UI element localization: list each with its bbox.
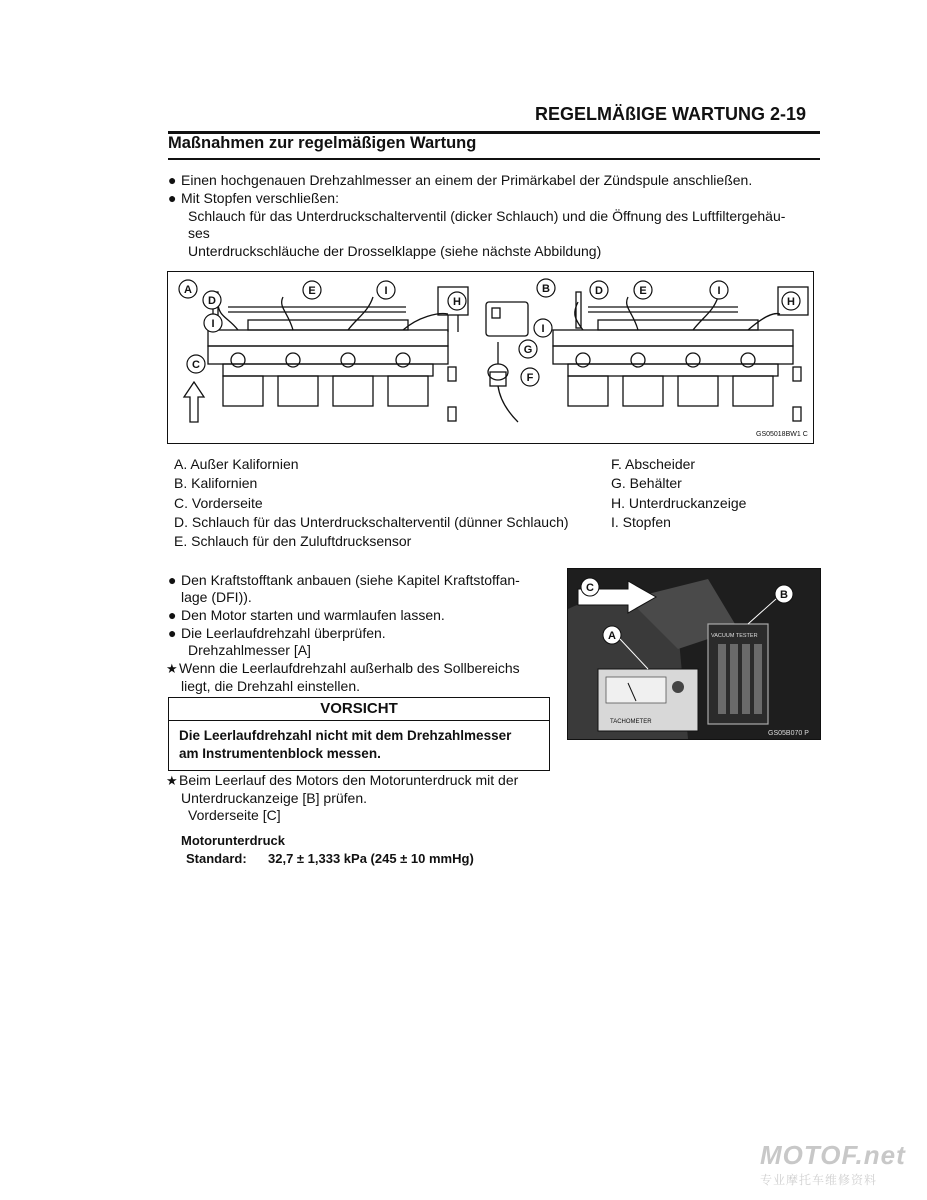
star-item: ★Wenn die Leerlaufdrehzahl außerhalb des Sollbereichs [166,660,520,676]
watermark-tagline: 专业摩托车维修资料 [760,1173,878,1187]
photo-label-b: B [780,589,788,601]
page-header-title: REGELMÄßIGE WARTUNG 2-19 [535,104,807,124]
bullet-subtext: Schlauch für das Unterdruckschalterventil (dicker Schlauch) und die Öffnung des Luftfiltergehäu- [188,208,786,224]
photo-label-a: A [608,630,616,642]
callout-label-h: H [787,296,795,308]
star-item: ★Beim Leerlauf des Motors den Motorunterdruck mit der [166,772,519,788]
bullet-dot-icon: ● [168,172,177,188]
diagram-drawing [168,272,813,443]
spec-label: Standard: [186,851,247,866]
photo-label-c: C [586,582,594,594]
legend-item-i: I. Stopfen [611,514,671,530]
bullet-dot-icon: ● [168,572,177,588]
star-icon: ★ [166,661,178,676]
caution-line: Die Leerlaufdrehzahl nicht mit dem Drehzahlmesser [179,728,512,743]
section-title: Maßnahmen zur regelmäßigen Wartung [168,134,477,152]
callout-label-i: I [211,318,215,330]
vacuum-tester-photo [567,568,821,740]
star-continuation: liegt, die Drehzahl einstellen. [181,678,360,694]
callout-label-d: D [595,285,603,297]
star-subtext: Vorderseite [C] [188,807,281,823]
spec-heading: Motorunterdruck [181,833,285,848]
callout-label-a: A [184,284,192,296]
callout-label-d: D [208,295,216,307]
caution-box [168,697,550,771]
callout-label-e: E [639,285,647,297]
caution-line: am Instrumentenblock messen. [179,746,381,761]
bullet-subtext: ses [188,225,210,241]
meter-label-vacuum: VACUUM TESTER [711,633,758,639]
legend-item-e: E. Schlauch für den Zuluftdrucksensor [174,533,412,549]
figure-code: GS05018BW1 C [756,431,808,438]
bullet-dot-icon: ● [168,190,177,206]
callout-label-c: C [192,359,200,371]
legend-item-b: B. Kalifornien [174,475,258,491]
legend-item-h: H. Unterdruckanzeige [611,495,747,511]
star-continuation: Unterdruckanzeige [B] prüfen. [181,790,367,806]
legend-item-d: D. Schlauch für das Unterdruckschalterventil (dünner Schlauch) [174,514,569,530]
bullet-item: ● Den Motor starten und warmlaufen lassen. [168,607,445,623]
legend-item-a: A. Außer Kalifornien [174,456,299,472]
callout-label-h: H [453,296,461,308]
watermark-brand: MOTOF.net [760,1140,906,1170]
bullet-subtext: Unterdruckschläuche der Drosselklappe (siehe nächste Abbildung) [188,243,602,259]
photo-code: GS05B070 P [768,730,809,737]
caution-title: VORSICHT [169,698,549,721]
section-rule [168,158,820,160]
photo-drawing [568,569,820,739]
bullet-item: ● Den Kraftstofftank anbauen (siehe Kapitel Kraftstoffan- [168,572,520,588]
bullet-dot-icon: ● [168,607,177,623]
throttle-body-diagram [167,271,814,444]
bullet-subtext: Drehzahlmesser [A] [188,642,311,658]
callout-label-f: F [526,372,534,384]
bullet-item: ● Einen hochgenauen Drehzahlmesser an einem der Primärkabel der Zündspule anschließen. [168,172,753,188]
caution-body [169,721,549,769]
callout-label-i: I [384,285,388,297]
legend-item-g: G. Behälter [611,475,682,491]
bullet-item: ● Mit Stopfen verschließen: [168,190,339,206]
legend-item-c: C. Vorderseite [174,495,263,511]
bullet-item: ● Die Leerlaufdrehzahl überprüfen. [168,625,386,641]
callout-label-g: G [523,344,533,356]
callout-label-b: B [542,283,550,295]
star-icon: ★ [166,773,178,788]
bullet-dot-icon: ● [168,625,177,641]
spec-value: 32,7 ± 1,333 kPa (245 ± 10 mmHg) [268,851,474,866]
callout-label-e: E [308,285,316,297]
callout-label-i: I [717,285,721,297]
bullet-continuation: lage (DFI)). [181,589,252,605]
callout-label-i: I [541,323,545,335]
meter-label-tachometer: TACHOMETER [610,719,652,725]
legend-item-f: F. Abscheider [611,456,696,472]
